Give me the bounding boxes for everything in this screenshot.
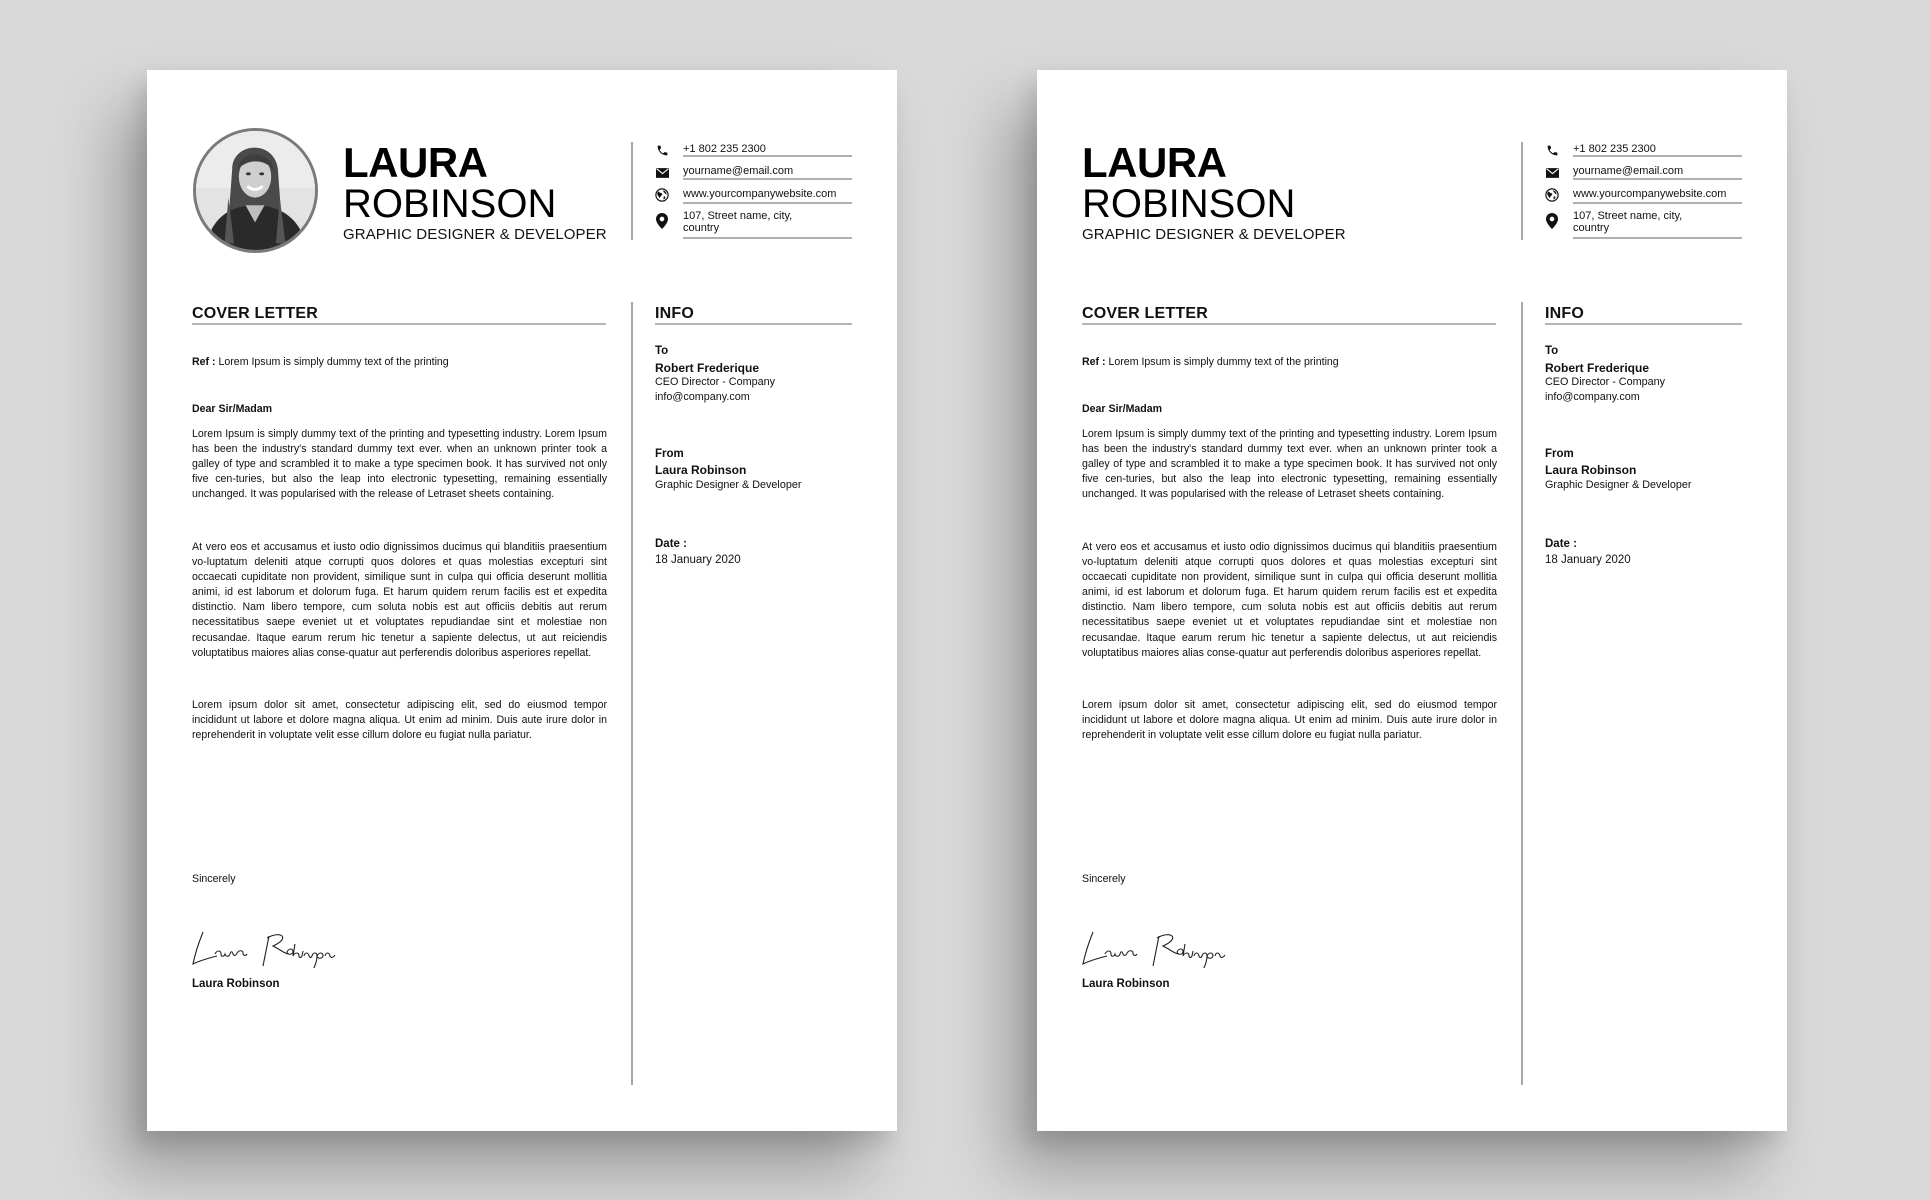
- address-line-2: country: [683, 222, 720, 234]
- recipient-name: Robert Frederique: [1545, 361, 1650, 375]
- globe-icon: [654, 187, 670, 203]
- reference-line: [1082, 355, 1339, 370]
- letter-paragraph-2: At vero eos et accusamus et iusto odio dignissimos ducimus qui blanditiis praesentium vo-luptatum deleniti atque corrupti quos dolores et quas molestias excepturi sint occaecati cupiditate non provident, similique sunt in culpa qui officia deserunt mollitia animi, id est laborum et dolorum fuga. Et harum quidem rerum facilis est et expedita distinctio. Nam libero tempore, cum soluta nobis est aut officiis debitis aut rerum necessitatibus saepe eveniet ut et voluptates repudiandae sint et molestiae non recusandae. Itaque earum rerum hic tenetur a sapiente delectus, ut aut reiciendis voluptatibus maiores alias conse-quatur aut perferendis doloribus asperiores repellat.: [192, 541, 607, 659]
- contact-rule: [683, 178, 852, 180]
- cover-letter-rule: [1082, 323, 1496, 325]
- info-rule: [1545, 323, 1742, 325]
- phone-icon: [1544, 142, 1560, 158]
- contact-rule: [1573, 237, 1742, 239]
- envelope-icon: [1544, 165, 1560, 181]
- phone-icon: [654, 142, 670, 158]
- job-title: GRAPHIC DESIGNER & DEVELOPER: [1082, 226, 1346, 243]
- contact-rule: [1573, 178, 1742, 180]
- globe-icon: [1544, 187, 1560, 203]
- portrait-image: [196, 131, 315, 250]
- website-url[interactable]: www.yourcompanywebsite.com: [1573, 188, 1727, 200]
- salutation: Dear Sir/Madam: [192, 403, 273, 415]
- email-address[interactable]: yourname@email.com: [1573, 165, 1684, 177]
- reference-line: [192, 355, 449, 370]
- letter-paragraph-1: Lorem Ipsum is simply dummy text of the printing and typesetting industry. Lorem Ipsum has been the industry's standard dummy text ever. when an unknown printer took a galley of type and scrambled it to make a type specimen book. It has survived not only five cen-turies, but also the leap into electronic typesetting, remaining essentially unchanged. It was popularised with the release of Letraset sheets containing.: [192, 428, 607, 501]
- ref-label: Ref :: [1082, 356, 1106, 368]
- date-label: Date :: [655, 538, 687, 550]
- signatory-name: Laura Robinson: [192, 978, 280, 990]
- contact-rule: [683, 202, 852, 204]
- ref-text: Lorem Ipsum is simply dummy text of the printing: [218, 356, 449, 368]
- contact-rule: [683, 237, 852, 239]
- sender-name: Laura Robinson: [655, 463, 747, 477]
- profile-photo: [193, 128, 318, 253]
- closing: Sincerely: [192, 873, 236, 885]
- letter-paragraph-2: At vero eos et accusamus et iusto odio dignissimos ducimus qui blanditiis praesentium vo-luptatum deleniti atque corrupti quos dolores et quas molestias excepturi sint occaecati cupiditate non provident, similique sunt in culpa qui officia deserunt mollitia animi, id est laborum et dolorum fuga. Et harum quidem rerum facilis est et expedita distinctio. Nam libero tempore, cum soluta nobis est aut officiis debitis aut rerum necessitatibus saepe eveniet ut et voluptates repudiandae sint et molestiae non recusandae. Itaque earum rerum hic tenetur a sapiente delectus, ut aut reiciendis voluptatibus maiores alias conse-quatur aut perferendis doloribus asperiores repellat.: [1082, 541, 1497, 659]
- first-name: LAURA: [343, 139, 488, 186]
- sender-name: Laura Robinson: [1545, 463, 1637, 477]
- resume-page-without-photo: [1037, 70, 1787, 1131]
- column-divider: [1521, 302, 1523, 1085]
- website-url[interactable]: www.yourcompanywebsite.com: [683, 188, 837, 200]
- letter-paragraph-3: Lorem ipsum dolor sit amet, consectetur adipiscing elit, sed do eiusmod tempor incididunt ut labore et dolore magna aliqua. Ut enim ad minim. Duis aute irure dolor in reprehenderit in voluptate velit esse cillum dolore eu fugiat nulla pariatur.: [192, 699, 607, 742]
- date-label: Date :: [1545, 538, 1577, 550]
- cover-letter-heading: COVER LETTER: [1082, 305, 1208, 322]
- from-label: From: [655, 448, 684, 460]
- signature-image: [191, 928, 366, 968]
- ref-label: Ref :: [192, 356, 216, 368]
- header-divider: [1521, 142, 1523, 240]
- to-label: To: [1545, 345, 1559, 357]
- recipient-name: Robert Frederique: [655, 361, 760, 375]
- address-line-2: country: [1573, 222, 1610, 234]
- recipient-title: CEO Director - Company: [1545, 376, 1665, 388]
- map-pin-icon: [1544, 213, 1560, 229]
- signatory-name: Laura Robinson: [1082, 978, 1170, 990]
- recipient-title: CEO Director - Company: [655, 376, 775, 388]
- last-name: ROBINSON: [1082, 182, 1296, 226]
- resume-page-with-photo: [147, 70, 897, 1131]
- letter-paragraph-1: Lorem Ipsum is simply dummy text of the printing and typesetting industry. Lorem Ipsum has been the industry's standard dummy text ever. when an unknown printer took a galley of type and scrambled it to make a type specimen book. It has survived not only five cen-turies, but also the leap into electronic typesetting, remaining essentially unchanged. It was popularised with the release of Letraset sheets containing.: [1082, 428, 1497, 501]
- to-label: To: [655, 345, 669, 357]
- letter-paragraph-3: Lorem ipsum dolor sit amet, consectetur adipiscing elit, sed do eiusmod tempor incididunt ut labore et dolore magna aliqua. Ut enim ad minim. Duis aute irure dolor in reprehenderit in voluptate velit esse cillum dolore eu fugiat nulla pariatur.: [1082, 699, 1497, 742]
- address-line-1: 107, Street name, city,: [683, 210, 793, 222]
- salutation: Dear Sir/Madam: [1082, 403, 1163, 415]
- info-heading: INFO: [1545, 305, 1585, 322]
- recipient-email[interactable]: info@company.com: [655, 391, 750, 403]
- address-line-1: 107, Street name, city,: [1573, 210, 1683, 222]
- sender-title: Graphic Designer & Developer: [655, 479, 802, 491]
- recipient-email[interactable]: info@company.com: [1545, 391, 1640, 403]
- from-label: From: [1545, 448, 1574, 460]
- job-title: GRAPHIC DESIGNER & DEVELOPER: [343, 226, 607, 243]
- contact-rule: [1573, 202, 1742, 204]
- phone-number[interactable]: +1 802 235 2300: [683, 143, 766, 155]
- signature-image: [1081, 928, 1256, 968]
- cover-letter-heading: COVER LETTER: [192, 305, 318, 322]
- date-value: 18 January 2020: [1545, 554, 1631, 566]
- date-value: 18 January 2020: [655, 554, 741, 566]
- phone-number[interactable]: +1 802 235 2300: [1573, 143, 1656, 155]
- envelope-icon: [654, 165, 670, 181]
- contact-rule: [1573, 155, 1742, 157]
- cover-letter-rule: [192, 323, 606, 325]
- contact-rule: [683, 155, 852, 157]
- sender-title: Graphic Designer & Developer: [1545, 479, 1692, 491]
- column-divider: [631, 302, 633, 1085]
- info-rule: [655, 323, 852, 325]
- map-pin-icon: [654, 213, 670, 229]
- info-heading: INFO: [655, 305, 695, 322]
- email-address[interactable]: yourname@email.com: [683, 165, 794, 177]
- header-divider: [631, 142, 633, 240]
- ref-text: Lorem Ipsum is simply dummy text of the printing: [1108, 356, 1339, 368]
- closing: Sincerely: [1082, 873, 1126, 885]
- last-name: ROBINSON: [343, 182, 557, 226]
- first-name: LAURA: [1082, 139, 1227, 186]
